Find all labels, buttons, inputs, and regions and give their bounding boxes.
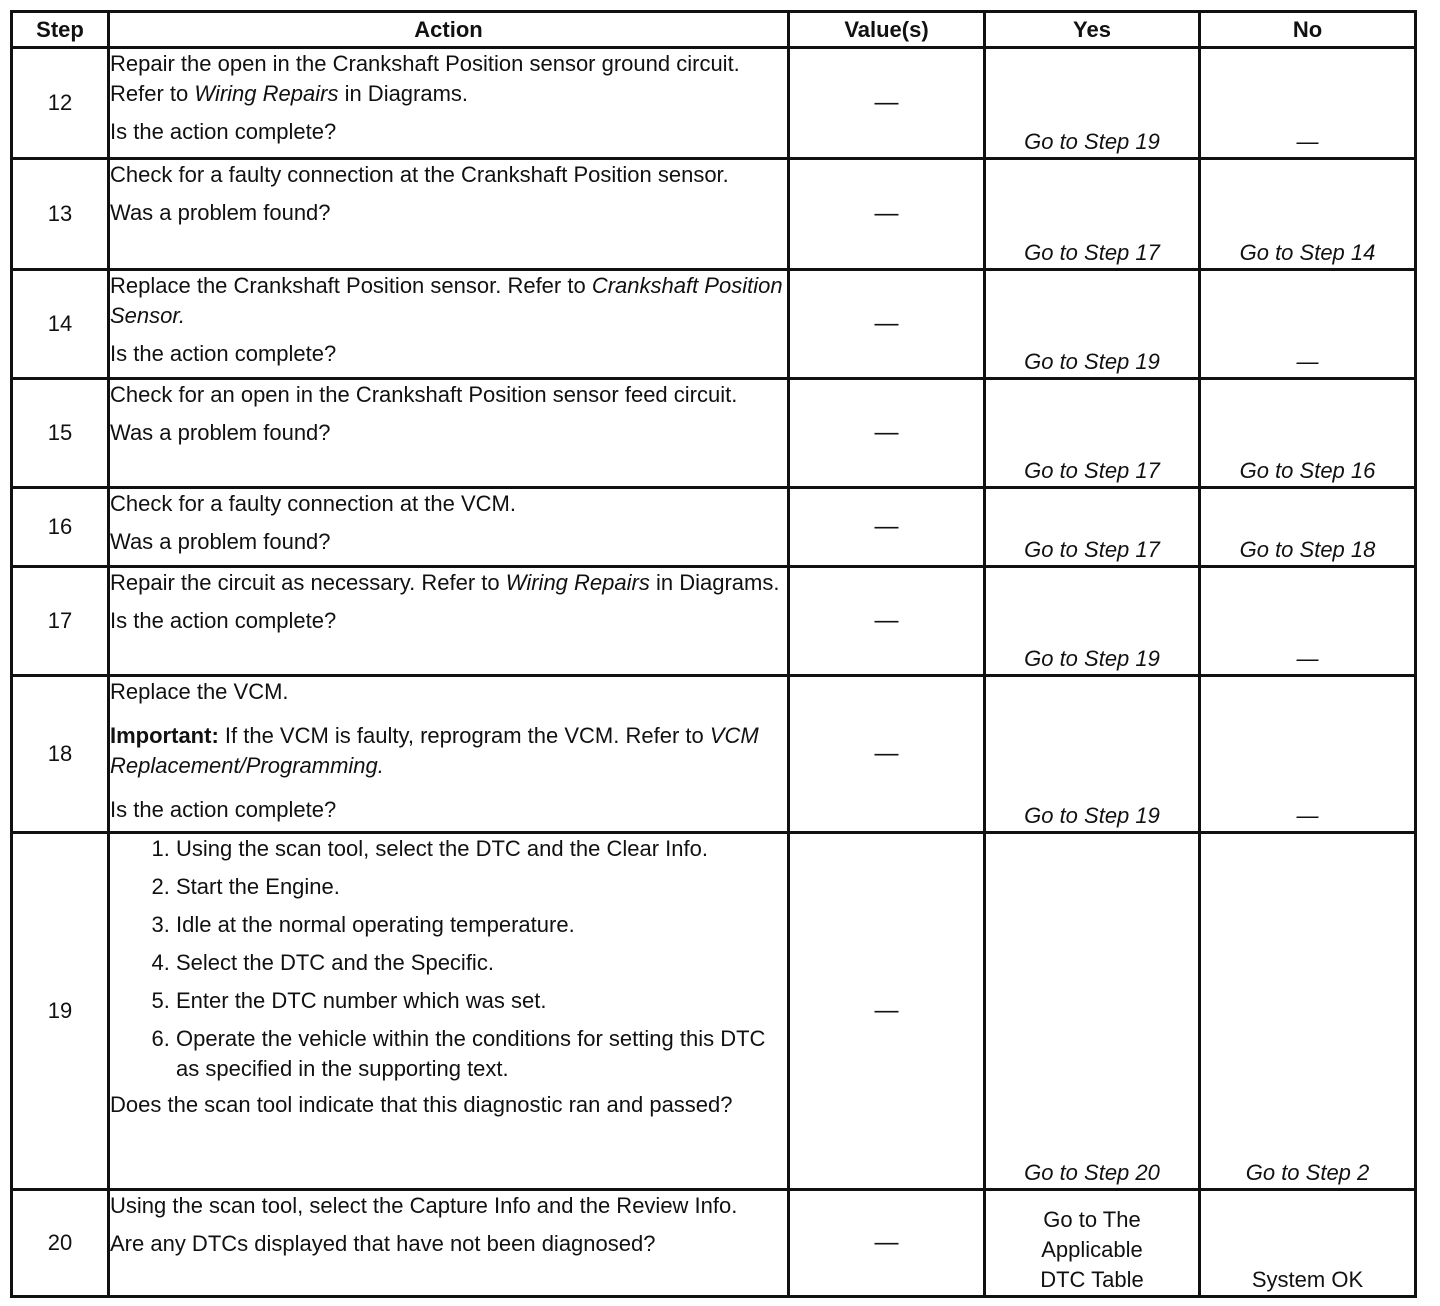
action-text: Repair the open in the Crankshaft Position sensor ground circuit. Refer to Wiring Repairs in Diagrams. [110, 51, 740, 106]
yes-cell: Go to Step 17 [985, 159, 1200, 270]
procedure-list [110, 834, 787, 1084]
table-row [12, 1190, 1416, 1297]
table-row [12, 270, 1416, 379]
step-number: 18 [12, 676, 109, 833]
action-question: Is the action complete? [110, 341, 337, 366]
action-cell [109, 159, 789, 270]
value-cell: — [789, 833, 985, 1190]
step-number: 14 [12, 270, 109, 379]
no-cell: — [1200, 676, 1416, 833]
no-cell: — [1200, 48, 1416, 159]
action-cell [109, 833, 789, 1190]
action-text: Check for an open in the Crankshaft Position sensor feed circuit. [110, 382, 738, 407]
reference-link: Wiring Repairs [505, 570, 650, 595]
table-row [12, 488, 1416, 567]
no-cell: Go to Step 16 [1200, 379, 1416, 488]
header-row [12, 12, 1416, 48]
yes-cell-text: Go to The Applicable DTC Table [1040, 1207, 1144, 1292]
important-note: Important: If the VCM is faulty, reprogram the VCM. Refer to VCM Replacement/Programming. [110, 723, 759, 778]
step-number: 17 [12, 567, 109, 676]
no-cell: — [1200, 270, 1416, 379]
step-number: 15 [12, 379, 109, 488]
table-row [12, 159, 1416, 270]
table-row [12, 833, 1416, 1190]
value-cell: — [789, 488, 985, 567]
action-cell [109, 1190, 789, 1297]
action-question: Is the action complete? [110, 608, 337, 633]
action-cell [109, 488, 789, 567]
reference-link: Wiring Repairs [194, 81, 339, 106]
yes-cell: Go to Step 20 [985, 833, 1200, 1190]
action-text: Using the scan tool, select the Capture Info and the Review Info. [110, 1193, 738, 1218]
action-text: Check for a faulty connection at the VCM. [110, 491, 516, 516]
action-cell [109, 48, 789, 159]
reference-link: VCM Replacement/Programming. [110, 723, 759, 778]
action-text: Repair the circuit as necessary. Refer to Wiring Repairs in Diagrams. [110, 570, 780, 595]
value-cell: — [789, 676, 985, 833]
action-cell [109, 379, 789, 488]
value-cell: — [789, 48, 985, 159]
header-values: Value(s) [789, 12, 985, 48]
important-label: Important: [110, 723, 219, 748]
table-row [12, 567, 1416, 676]
procedure-item: 5. Enter the DTC number which was set. [176, 986, 787, 1016]
header-step: Step [12, 12, 109, 48]
procedure-item: 4. Select the DTC and the Specific. [176, 948, 787, 978]
step-number: 16 [12, 488, 109, 567]
action-cell [109, 270, 789, 379]
action-question: Is the action complete? [110, 797, 337, 822]
procedure-item: 1. Using the scan tool, select the DTC and the Clear Info. [176, 834, 787, 864]
yes-cell: Go to Step 19 [985, 270, 1200, 379]
action-question: Was a problem found? [110, 420, 331, 445]
action-question: Does the scan tool indicate that this diagnostic ran and passed? [110, 1092, 733, 1117]
header-action: Action [109, 12, 789, 48]
action-question: Is the action complete? [110, 119, 337, 144]
value-cell: — [789, 1190, 985, 1297]
yes-cell: Go to Step 19 [985, 567, 1200, 676]
diagnostic-table [10, 10, 1417, 1298]
no-cell: Go to Step 18 [1200, 488, 1416, 567]
step-number: 20 [12, 1190, 109, 1297]
no-cell: Go to Step 14 [1200, 159, 1416, 270]
procedure-item: 6. Operate the vehicle within the conditions for setting this DTC as specified in the supporting text. [176, 1024, 787, 1084]
header-yes: Yes [985, 12, 1200, 48]
value-cell: — [789, 159, 985, 270]
step-number: 12 [12, 48, 109, 159]
action-cell [109, 676, 789, 833]
table-row [12, 676, 1416, 833]
procedure-item: 2. Start the Engine. [176, 872, 787, 902]
yes-cell [985, 1190, 1200, 1297]
reference-link: Crankshaft Position Sensor. [110, 273, 783, 328]
yes-cell: Go to Step 19 [985, 676, 1200, 833]
action-question: Are any DTCs displayed that have not been diagnosed? [110, 1231, 656, 1256]
yes-cell: Go to Step 19 [985, 48, 1200, 159]
step-number: 19 [12, 833, 109, 1190]
value-cell: — [789, 270, 985, 379]
value-cell: — [789, 567, 985, 676]
action-text: Replace the VCM. [110, 679, 289, 704]
procedure-item: 3. Idle at the normal operating temperature. [176, 910, 787, 940]
no-cell: Go to Step 2 [1200, 833, 1416, 1190]
yes-cell: Go to Step 17 [985, 379, 1200, 488]
no-cell: System OK [1200, 1190, 1416, 1297]
action-text: Replace the Crankshaft Position sensor. Refer to Crankshaft Position Sensor. [110, 273, 783, 328]
table-row [12, 379, 1416, 488]
value-cell: — [789, 379, 985, 488]
action-question: Was a problem found? [110, 529, 331, 554]
action-text: Check for a faulty connection at the Crankshaft Position sensor. [110, 162, 729, 187]
yes-cell: Go to Step 17 [985, 488, 1200, 567]
step-number: 13 [12, 159, 109, 270]
table-row [12, 48, 1416, 159]
action-question: Was a problem found? [110, 200, 331, 225]
action-cell [109, 567, 789, 676]
header-no: No [1200, 12, 1416, 48]
no-cell: — [1200, 567, 1416, 676]
